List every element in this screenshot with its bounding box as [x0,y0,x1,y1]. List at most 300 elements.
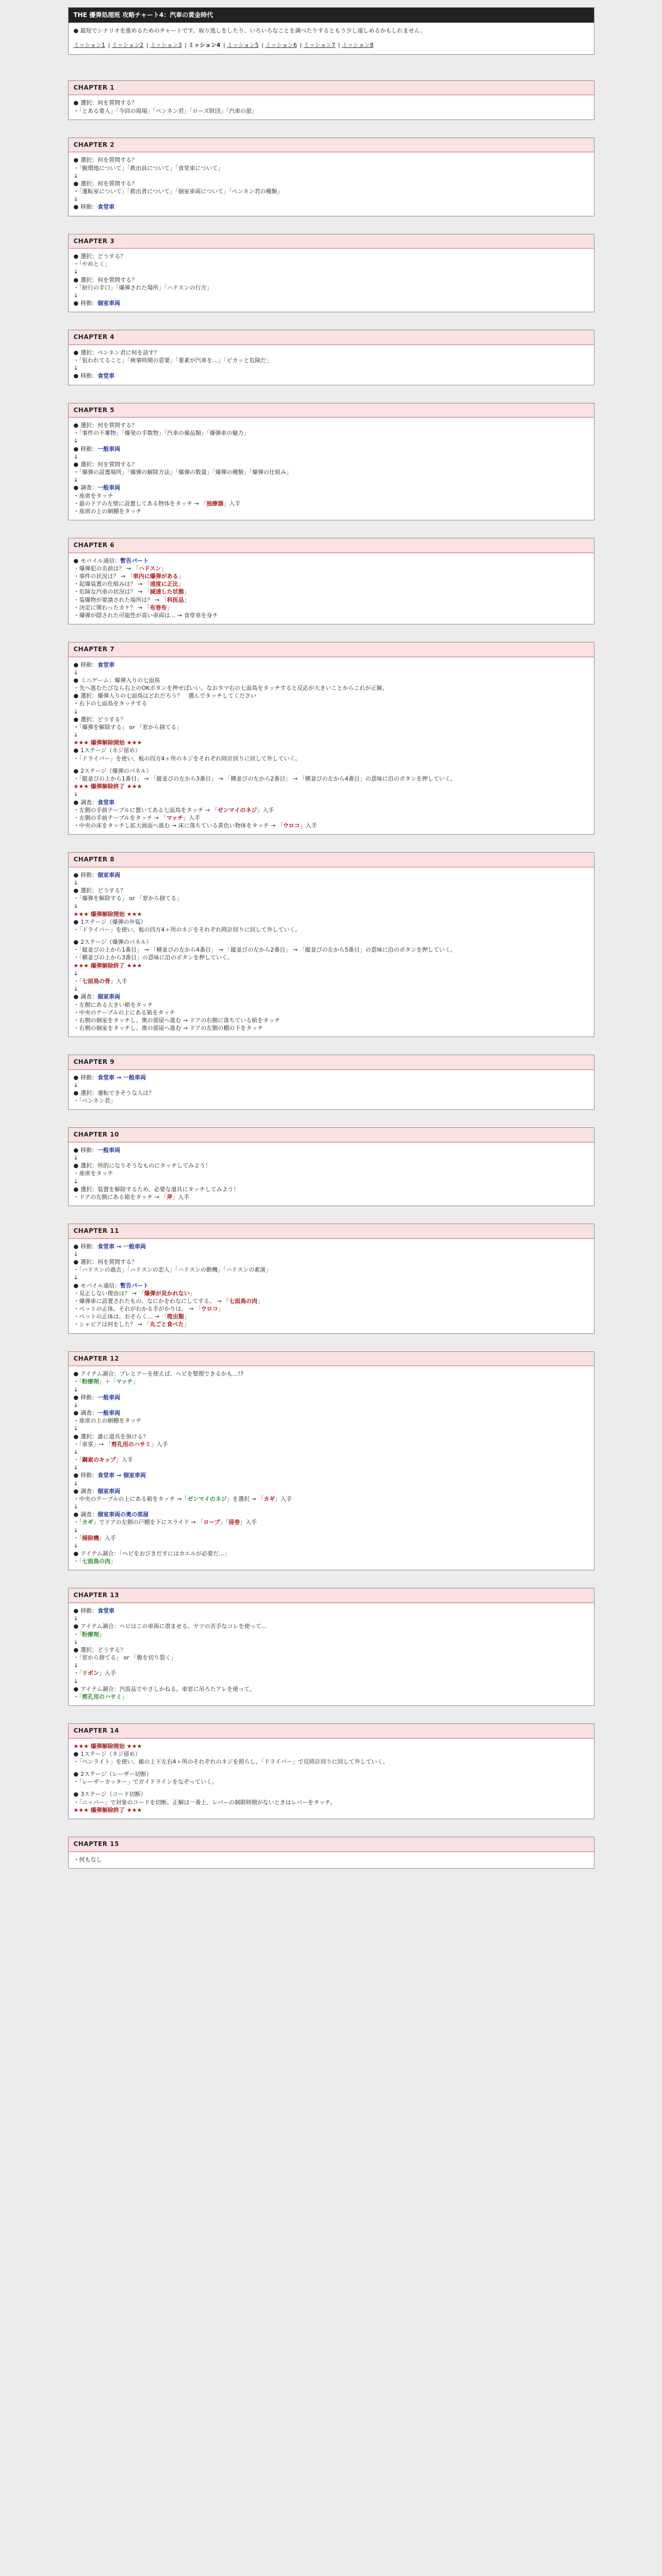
step-text: 「紛行の手口」「爆弾された場所」「ハドスンの行方」 [79,284,212,291]
step-text: 座席の上の網棚をタッチ [79,1417,142,1425]
step-text: 「ペンライト」を使い、廊の上下左右4ヶ所のそれぞれのネジを照らし、「ドライバー」で反時計回りに回して外していく。 [79,1758,389,1765]
step-line [74,604,589,612]
step-text: 起爆装置の仕組みは？ → 「 [79,581,150,588]
step-text: 「ニッパー」で対象のコードを切断。正解は一番上、レバーの制限時間がないときはレバーをタッチ。 [79,1799,336,1806]
chapter-body [69,249,594,312]
step-text: 」入手 [110,977,127,985]
step-text: 選択：爆弾入りの七面鳥はどれだろう？ 選んでタッチしてください [80,692,257,700]
step-text: 」 [257,1297,263,1304]
flow-arrow [74,172,589,180]
step-text: 中央の床をタッチし拡大画面へ進む → 床に落ちている黄色い物体をタッチ → 「 [79,822,283,829]
step-line [74,484,589,492]
step-text: 「 [79,1670,82,1677]
nav-mission-5[interactable]: ミッション5 [227,41,259,48]
step-line [74,1282,589,1290]
step-text: 座席をタッチ [79,492,113,499]
answer-text: 丸ごと食べた [150,1321,184,1328]
defuse-banner [74,910,589,918]
defuse-banner [74,1806,589,1814]
step-text: 調査： [80,1410,98,1417]
nav-separator: | [183,41,189,48]
step-line [74,1409,589,1417]
nav-mission-4: ミッション4 [188,41,221,48]
answer-text: 爬虫類 [167,1313,184,1320]
step-text: 何もなし [79,1856,102,1863]
chapter-title: CHAPTER 5 [69,403,594,418]
chapter-body [69,1852,594,1868]
step-line [74,1243,589,1250]
step-text: 「爆弾を解除する」 or 「窓から捨てる」 [79,895,183,902]
step-text: 2ステージ（爆弾のパネル） [80,939,152,946]
step-line [74,1693,589,1701]
step-line [74,747,589,754]
step-text: 」 [184,596,190,603]
location-name: 一般車両 [97,484,121,492]
step-text: 「ハドスンの過去」「ハドスンの恋人」「ハドスンの動機」「ハドスンの素演」 [79,1266,272,1274]
step-text: 装爆物が要請された場所は？ → 「 [79,596,167,603]
mission-nav [74,41,589,49]
step-line [74,1799,589,1806]
step-text: 移動： [80,445,98,452]
step-line [74,938,589,946]
step-text: 「ドライバー」を使い、板の四方4ヶ所のネジをそれぞれ時計回りに回して外していく。 [79,926,301,933]
spacer [74,1766,589,1770]
flow-arrow [74,453,589,461]
chapter-title: CHAPTER 1 [69,81,594,96]
step-line [74,806,589,814]
step-line [74,180,589,188]
step-line [74,203,589,211]
step-line [74,822,589,829]
step-text: 選択：何を質問する？ [80,461,138,468]
nav-separator: | [298,41,304,48]
step-line [74,107,589,115]
step-line [74,1511,589,1518]
step-text: 」 [184,588,190,596]
nav-mission-8[interactable]: ミッション8 [342,41,374,48]
flow-arrow [74,1448,589,1456]
chapter-title: CHAPTER 3 [69,234,594,249]
chapter-body [69,418,594,520]
flow-arrow [74,1274,589,1281]
step-line [74,1631,589,1638]
step-line [74,946,589,954]
step-text: 」入手 [172,1194,190,1200]
answer-text: マッチ [166,814,184,821]
chapter-title: CHAPTER 10 [69,1128,594,1143]
step-text: 」＋「 [99,1378,116,1385]
step-line [74,596,589,604]
step-text: 「レーザーカッター」でガイドラインをなぞっていく。 [79,1778,218,1786]
spacer [74,762,589,767]
step-line [74,284,589,292]
chapter-title: CHAPTER 13 [69,1588,594,1603]
step-text: ドアの左側にある箱をタッチ → 「 [79,1194,167,1200]
step-line [74,993,589,1001]
step-text: 」 [184,1313,190,1320]
step-text: 」 [167,604,173,611]
step-text: 「 [79,1519,82,1526]
step-line [74,1313,589,1320]
location-name: 一般車両 [97,1394,121,1401]
step-text: ★★★ 爆弾解除終了 ★★★ [73,962,142,969]
chapter-body [69,1366,594,1570]
step-line [74,500,589,507]
step-line [74,1162,589,1170]
answer-text: ハドスン [138,565,161,572]
step-line [74,926,589,934]
flow-arrow [74,1464,589,1471]
flow-arrow [74,195,589,203]
chapter-title: CHAPTER 12 [69,1352,594,1367]
step-line [74,1471,589,1479]
chapter-title: CHAPTER 9 [69,1055,594,1070]
chapter-body [69,1239,594,1333]
step-text: 」 [133,1378,139,1385]
step-line [74,723,589,731]
step-text: 決定に関わったカケ？ → 「 [79,604,150,611]
chapter-title: CHAPTER 14 [69,1724,594,1739]
step-text: 見正しない理由は？ → 「 [79,1290,144,1297]
step-line [74,99,589,107]
step-text: 」 [122,1693,127,1700]
step-line [74,954,589,961]
step-line [74,461,589,468]
step-text: 移動： [80,1607,98,1614]
nav-separator: | [336,41,342,48]
step-text: 」入手 [99,1534,116,1541]
step-text: 移動： [80,1394,98,1401]
step-text: 左側にある大きい箱をタッチ [79,1001,153,1008]
step-line [74,1417,589,1425]
chapter-title: CHAPTER 15 [69,1837,594,1852]
chapter-title: CHAPTER 6 [69,538,594,553]
step-text: モバイル通信： [80,1282,121,1289]
nav-mission-6[interactable]: ミッション6 [265,41,297,48]
item-name: 粉療剤 [82,1378,99,1385]
step-line [74,1654,589,1662]
flow-arrow [74,268,589,276]
flow-arrow [74,437,589,445]
answer-text: 車内に爆弾がある [133,573,178,580]
step-line [74,1001,589,1009]
chapter-9 [68,1055,594,1110]
step-text: 先へ進むたびなら右上のOKボタンを押せばいい。なおタマ右の七面鳥をタッチすると反応が大きいことからこれが正解。 [79,685,388,692]
step-text: 右側の個室をタッチし、奥の部屋へ進む → ドアの右側に落ちている紙をタッチ [79,1016,280,1024]
step-line [74,661,589,669]
chapter-15 [68,1837,594,1869]
nav-mission-7[interactable]: ミッション7 [303,41,336,48]
step-line [74,557,589,565]
nav-mission-3[interactable]: ミッション3 [150,41,182,48]
step-line [74,580,589,588]
answer-text: 掃除機 [82,1534,99,1541]
answer-text: 速度に正比 [150,581,178,588]
step-line [74,276,589,284]
step-line [74,468,589,476]
chart-page [68,7,594,1869]
step-text: 」 [110,1558,116,1565]
step-text: 右側の個室をタッチし、奥の部屋へ進む → ドアの左側の棚の下をタッチ [79,1025,263,1032]
step-text: 「縦並びの上から1番目」 → 「縦並びの左から3番目」 → 「横並びの左から2番目」 → 「横並びの左から4番目」の意味に沿のボタンを押していく。 [79,775,456,782]
step-line [74,700,589,707]
step-text: 「とある要人」「今回の現場」「ペンネン君」「ローズ財団」「汽車の旅」 [79,107,258,114]
step-line [74,1750,589,1758]
chapter-11 [68,1224,594,1333]
step-text: 移動： [80,1472,98,1479]
step-text: 選択：何を質問する？ [80,422,138,429]
chapter-5 [68,403,594,521]
step-text: ★★★ 爆弾解除終了 ★★★ [73,783,142,790]
answer-text: カギ [263,1495,275,1502]
step-line [74,887,589,894]
chapter-13 [68,1588,594,1706]
flow-arrow [74,1542,589,1550]
step-text: 」を選択 → 「 [227,1495,264,1502]
step-text: 調査： [80,799,98,806]
header-box [68,7,594,55]
step-line [74,1185,589,1193]
step-text: 移動： [80,372,98,380]
step-text: 」入手 [151,1440,168,1448]
step-text: 選択：装置を解除するため、必要な道具にタッチしてみよう！ [80,1185,239,1193]
step-text: 1ステージ（ネジ留め） [80,1750,141,1757]
flow-arrow [74,879,589,887]
step-line [74,299,589,307]
chapter-title: CHAPTER 7 [69,642,594,657]
step-line [74,1622,589,1630]
chapter-body [69,1070,594,1110]
step-text: アイテム調合：「ヘビをおびきだすにはカエルが必要だ…」 [80,1550,230,1557]
location-name: 個室車両 [97,993,121,1001]
step-line [74,349,589,357]
step-text: 」 [161,565,167,572]
step-text: 爆弾犯の名前は？ → 「 [79,565,139,572]
step-text: 「窓から捨てる」 or 「腹を切り裂く」 [79,1654,177,1662]
step-line [74,1370,589,1378]
flow-arrow [74,1425,589,1432]
step-text: 移動： [80,871,98,878]
location-name: 食堂車 [97,204,115,211]
step-text: 2ステージ（爆弾のパネル） [80,767,152,774]
step-text: 選択：何を質問する？ [80,1259,138,1266]
location-name: 食堂車 → 一般車両 [97,1074,146,1081]
chapter-body [69,152,594,215]
step-line [74,572,589,580]
chapter-4 [68,330,594,385]
step-text: 「 [79,1534,82,1541]
chapter-list [68,80,594,1869]
location-name: 個室車両の奥の部屋 [97,1511,149,1518]
chapter-1 [68,80,594,120]
answer-text: 鋼索のキップ [82,1456,116,1464]
step-line [74,445,589,453]
step-text: 選択：どうする？ [80,1646,126,1653]
answer-text: 科医品 [167,596,184,603]
step-line [74,1607,589,1615]
step-line [74,871,589,879]
step-text: 」でドアの左側の戸棚を下にスライド → 「 [93,1519,204,1526]
step-text: 」「 [220,1519,229,1526]
step-text: 選択：どうする？ [80,887,126,894]
step-text: 左側の手前テーブルに置いてある七面鳥をタッチ → 「 [79,806,218,814]
flow-arrow [74,1250,589,1258]
step-line [74,676,589,684]
step-text: ★★★ 爆弾解除開始 ★★★ [73,739,142,747]
nav-mission-1[interactable]: ミッション1 [73,41,106,48]
step-text: 「縦並びの上から1番目」 → 「横並びの左から4番目」 → 「縦並びの左から2番目」 → 「縦並びの左から5番目」の意味に沿のボタンを押していく。 [79,946,456,954]
answer-text: 七面鳥の肉 [229,1297,258,1304]
step-text: 「ペンネン君」 [79,1097,116,1105]
flow-arrow [74,731,589,739]
flow-arrow [74,970,589,977]
step-text: 1ステージ（ネジ留め） [80,747,141,754]
step-line [74,1378,589,1385]
step-line [74,1024,589,1032]
step-text: 「事件の不審物」「爆発の手数物」「汽車の備品類」「爆弾車の魅力」 [79,430,250,437]
step-text: 」 [189,1290,195,1297]
step-line [74,1290,589,1297]
location-name: 食堂車 [97,799,115,806]
defuse-banner [74,783,589,790]
step-text: 1ステージ（爆弾の外装） [80,918,146,925]
nav-separator: | [144,41,151,48]
chapter-body [69,1739,594,1819]
step-line [74,1089,589,1097]
step-text: 最のドアの左壁に設置してある物体をタッチ → 「 [79,500,207,507]
location-name: 暫告パート [120,557,149,564]
step-line [74,164,589,172]
step-text: 調査： [80,1487,98,1495]
flow-arrow [74,669,589,676]
step-line [74,692,589,700]
step-line [74,1778,589,1786]
nav-separator: | [259,41,266,48]
step-line [74,1146,589,1154]
answer-text: 七面鳥の骨 [82,977,110,985]
step-line [74,1305,589,1313]
step-text: 危険な汽車の状況は？ → 「 [79,588,150,596]
step-line [74,767,589,775]
step-line [74,1856,589,1863]
step-line [74,507,589,515]
step-line [74,1433,589,1440]
step-line [74,421,589,429]
answer-text: 布巻布 [150,604,167,611]
step-text: 「運転室について」「救出者について」「個室車両について」「ペンネン君の種類」 [79,188,283,195]
flow-arrow [74,1638,589,1646]
step-text: ★★★ 爆弾解除開始 ★★★ [73,1742,142,1750]
step-text: 選択：何を質問する？ [80,99,138,107]
step-text: 」 [218,1306,224,1313]
step-line [74,1518,589,1526]
step-text: 「ドライバー」を使い、板の四方4ヶ所のネジをそれぞれ時計回りに回して外していく。 [79,755,301,762]
step-line [74,1685,589,1693]
step-line [74,588,589,596]
step-line [74,188,589,195]
flow-arrow [74,902,589,910]
flow-arrow [74,1386,589,1394]
step-text: 選択：所的になりそうなものにタッチしてみよう！ [80,1162,211,1170]
location-name: 食堂車 [97,372,115,380]
flow-arrow [74,1081,589,1089]
answer-text: 剪孔用のハサミ [111,1440,151,1448]
step-text: 「 [79,1456,82,1464]
answer-text: リボン [82,1670,99,1677]
item-name: ゼンマイのネジ [187,1495,227,1502]
step-line [74,1495,589,1503]
chapter-12 [68,1351,594,1571]
step-line [74,1534,589,1542]
step-text: 選択：ペンネン君に何を話す？ [80,349,160,356]
step-text: 「爆弾の設置場所」「爆弾の解除方法」「爆弾の数量」「爆弾の種類」「爆弾の仕組み」 [79,469,292,476]
answer-text: ウロコ [283,822,300,829]
chapter-title: CHAPTER 4 [69,330,594,345]
step-text: ペットの正体は、おそらく… → 「 [79,1313,167,1320]
location-name: 個室車両 [97,1487,121,1495]
flow-arrow [74,1480,589,1487]
location-name: 食堂車 → 一般車両 [97,1243,146,1250]
step-text: 」入手 [223,500,241,507]
step-line [74,1456,589,1464]
step-text: 中央のテーブルの上にある箱をタッチ →「 [79,1495,188,1502]
step-text: 座席の上の網棚をタッチ [79,507,142,515]
step-text: アイテム調合：ヘビはこの車両に潜ませる。ヤツの苦手なコレを使って… [80,1623,267,1630]
step-text: 選択：運転できそうな人は？ [80,1090,155,1097]
step-line [74,918,589,926]
step-line [74,716,589,723]
answer-text: 爆弾が見かれない [144,1290,190,1297]
chapter-6 [68,538,594,624]
location-name: 一般車両 [97,1146,121,1154]
step-text: 「 [79,1631,82,1638]
location-name: 一般車両 [97,1410,121,1417]
location-name: 個室車両 [97,871,121,878]
step-text: 「爆弾を解除する」 or 「窓から捨てる」 [79,723,183,731]
step-text: 「横並びの上から3番目」の意味に沿のボタンを押していく。 [79,954,233,961]
step-line [74,814,589,822]
step-line [74,156,589,164]
step-text: 「 [79,1558,82,1565]
spacer [74,1786,589,1790]
step-text: 」入手 [240,1519,257,1526]
step-line [74,1193,589,1201]
step-text: 右下の七面鳥をタッチする [79,700,147,707]
chapter-title: CHAPTER 11 [69,1224,594,1239]
location-name: 一般車両 [97,445,121,452]
step-line [74,977,589,985]
nav-mission-2[interactable]: ミッション2 [111,41,144,48]
flow-arrow [74,708,589,716]
step-line [74,1440,589,1448]
step-line [74,894,589,902]
step-text: ★★★ 爆弾解除終了 ★★★ [73,1806,142,1814]
step-line [74,755,589,762]
step-text: 「狙われてること」「検事時間の意要」「要素が汽車を…」「ピカッと危険だ」 [79,357,272,364]
step-text: 「 [79,977,82,985]
step-line [74,1074,589,1081]
step-line [74,684,589,692]
chapter-14 [68,1723,594,1819]
step-text: 事件の状況は？ → 「 [79,573,133,580]
step-text: 選択：何を質問する？ [80,157,138,164]
location-name: 食堂車 [97,1607,115,1614]
step-text: 」 [184,1321,190,1328]
step-line [74,1550,589,1557]
nav-separator: | [221,41,227,48]
step-text: 「車掌」→ 「 [79,1440,111,1448]
step-line [74,1258,589,1266]
